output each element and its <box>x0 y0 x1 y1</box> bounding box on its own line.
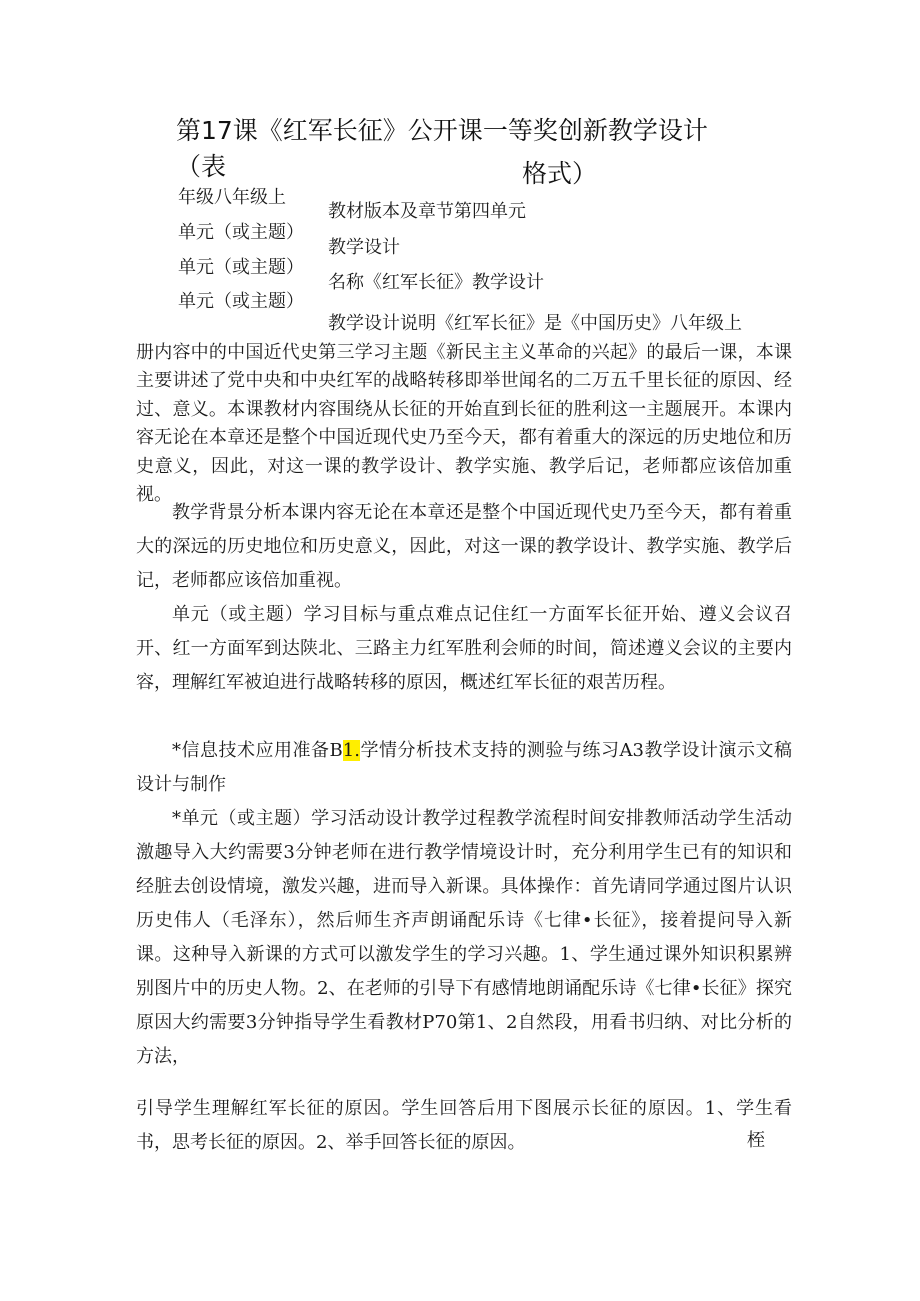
meta-name: 名称《红军长征》教学设计 <box>328 272 544 293</box>
meta-unit-2: 单元（或主题） <box>178 257 304 278</box>
design-description-lead: 教学设计说明《红军长征》是《中国历史》八年级上 <box>328 313 742 334</box>
document-title: 第17课《红军长征》公开课一等奖创新教学设计（表 <box>176 116 708 181</box>
highlighted-text: 1. <box>342 740 360 761</box>
tech-prep-text: *信息技术应用准备B <box>172 740 343 761</box>
tech-prep-paragraph <box>136 734 792 802</box>
reason-analysis-paragraph: 引导学生理解红军长征的原因。学生回答后用下图展示长征的原因。1、学生看书，思考长征的原因。2、举手回答长征的原因。 <box>136 1098 792 1153</box>
tech-prep-text-rest: 学情分析技术支持的测验与练习A3教学设计演示文稿设计与制作 <box>136 740 792 795</box>
meta-textbook: 教材版本及章节第四单元 <box>328 201 526 222</box>
learning-activity-paragraph: *单元（或主题）学习活动设计教学过程教学流程时间安排教师活动学生活动激趣导入大约需要3分钟老师在进行教学情境设计时，充分利用学生已有的知识和经脏去创设情境，激发兴趣，进而导入新课。具体操作：首先请同学通过图片认识历史伟人（毛泽东），然后师生齐声朗诵配乐诗《七律•长征》，接着提问导入新课。这种导入新课的方式可以激发学生的学习兴趣。1、学生通过课外知识积累辨别图片中的历史人物。2、在老师的引导下有感情地朗诵配乐诗《七律•长征》探究原因大约需要3分钟指导学生看教材P70第1、2自然段，用看书归纳、对比分析的方法， <box>136 808 792 1067</box>
design-description-paragraph <box>136 310 792 510</box>
stray-character: 桎 <box>747 1130 765 1151</box>
meta-unit-3: 单元（或主题） <box>178 291 304 312</box>
design-description-body: 册内容中的中国近代史第三学习主题《新民主主义革命的兴起》的最后一课，本课主要讲述了党中央和中央红军的战略转移即举世闻名的二万五千里长征的原因、经过、意义。本课教材内容围绕从长征的开始直到长征的胜利这一主题展开。本课内容无论在本章还是整个中国近现代史乃至今天，都有着重大的深远的历史地位和历史意义，因此，对这一课的教学设计、教学实施、教学后记，老师都应该倍加重视。 <box>136 341 792 505</box>
learning-objectives-paragraph: 单元（或主题）学习目标与重点难点记住红一方面军长征开始、遵义会议召开、红一方面军到达陕北、三路主力红军胜利会师的时间，简述遵义会议的主要内容，理解红军被迫进行战略转移的原因，概述红军长征的艰苦历程。 <box>136 604 792 693</box>
meta-grade: 年级八年级上 <box>178 187 286 208</box>
meta-design: 教学设计 <box>328 237 400 258</box>
background-analysis-paragraph: 教学背景分析本课内容无论在本章还是整个中国近现代史乃至今天，都有着重大的深远的历史地位和历史意义，因此，对这一课的教学设计、教学实施、教学后记，老师都应该倍加重视。 <box>136 502 792 591</box>
document-title-continued: 格式） <box>522 159 598 188</box>
meta-unit-1: 单元（或主题） <box>178 222 304 243</box>
